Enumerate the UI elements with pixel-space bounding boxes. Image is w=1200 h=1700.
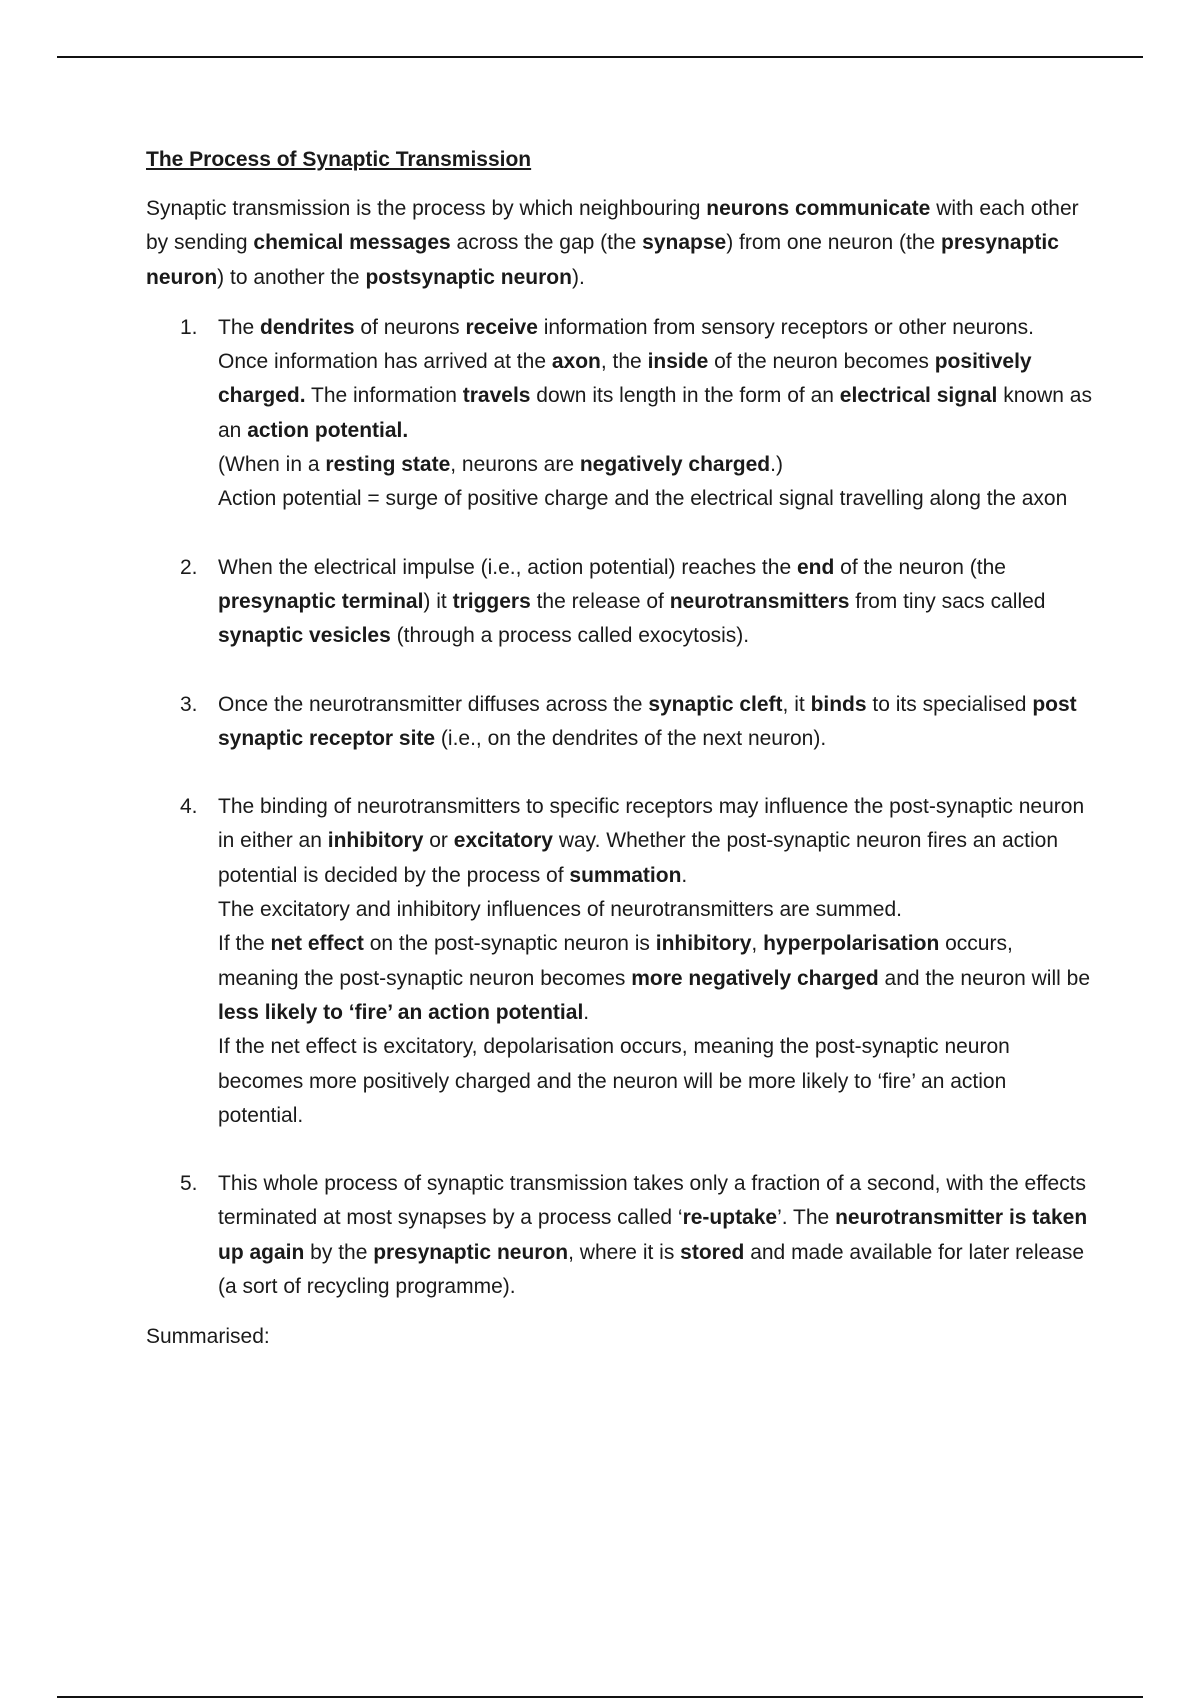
- step-paragraph: [218, 790, 1096, 893]
- body-text: the release of: [530, 589, 670, 613]
- summary-label: Summarised:: [146, 1325, 270, 1349]
- emphasis-text: neurons communicate: [706, 197, 931, 220]
- emphasis-text: dendrites: [260, 315, 355, 339]
- body-text: and made available for later release (a sort of recycling programme).: [218, 1240, 1085, 1299]
- body-text: ) it: [423, 589, 453, 613]
- emphasis-text: more negatively charged: [631, 966, 879, 990]
- step-paragraph: [218, 927, 1096, 1030]
- body-text: Once information has arrived at the: [218, 350, 552, 374]
- step-paragraph: [218, 482, 1096, 516]
- emphasis-text: electrical signal: [839, 384, 998, 408]
- body-text: .: [681, 863, 688, 887]
- body-text: on the post-synaptic neuron is: [363, 932, 656, 956]
- body-text: information from sensory receptors or other neurons.: [537, 315, 1034, 339]
- step-body: [218, 790, 1096, 1133]
- process-step: [146, 1167, 1096, 1304]
- body-text: (through a process called exocytosis).: [390, 624, 750, 648]
- body-text: from tiny sacs called: [849, 589, 1046, 613]
- emphasis-text: inhibitory: [327, 829, 424, 853]
- body-text: occurs, meaning the post-synaptic neuron becomes: [218, 932, 1013, 990]
- body-text: If the net effect is excitatory, depolarisation occurs, meaning the post-synaptic neuron becomes more positively charged and the neuron will be more likely to ‘fire’ an action potential.: [218, 1035, 1010, 1127]
- emphasis-text: synaptic vesicles: [218, 624, 391, 648]
- emphasis-text: inside: [647, 350, 709, 374]
- body-text: When the electrical impulse (i.e., action potential) reaches the: [218, 555, 797, 579]
- body-text: ,: [751, 932, 764, 956]
- emphasis-text: synaptic cleft: [648, 692, 783, 716]
- emphasis-text: stored: [680, 1240, 745, 1264]
- intro-paragraph: [146, 192, 1096, 295]
- step-body: [218, 688, 1096, 757]
- body-text: Once the neurotransmitter diffuses across the: [218, 692, 649, 716]
- body-text: (When in a: [218, 453, 326, 477]
- emphasis-text: receive: [465, 315, 538, 339]
- body-text: of neurons: [354, 315, 466, 339]
- body-text: , neurons are: [450, 453, 580, 477]
- emphasis-text: inhibitory: [655, 932, 752, 956]
- step-body: [218, 1167, 1096, 1304]
- emphasis-text: axon: [551, 350, 601, 374]
- emphasis-text: summation: [569, 863, 682, 887]
- emphasis-text: neurotransmitters: [669, 589, 850, 613]
- emphasis-text: less likely to ‘fire’ an action potential: [218, 1000, 584, 1024]
- body-text: If the: [218, 932, 271, 956]
- step-number: 4.: [180, 795, 198, 819]
- emphasis-text: triggers: [452, 589, 531, 613]
- emphasis-text: binds: [810, 692, 867, 716]
- body-text: The information: [305, 384, 463, 408]
- body-text: by the: [304, 1240, 374, 1264]
- emphasis-text: negatively charged: [579, 453, 771, 477]
- emphasis-text: chemical messages: [253, 231, 451, 255]
- process-steps-list: [146, 311, 1096, 1304]
- emphasis-text: net effect: [270, 932, 364, 956]
- step-paragraph: [218, 448, 1096, 482]
- body-text: known as an: [218, 384, 1092, 442]
- step-number: 2.: [180, 555, 198, 579]
- body-text: to its specialised: [866, 692, 1033, 716]
- body-text: (i.e., on the dendrites of the next neuron).: [435, 726, 827, 750]
- body-text: .: [583, 1000, 590, 1024]
- body-text: , the: [600, 350, 648, 374]
- step-body: [218, 551, 1096, 654]
- emphasis-text: re-uptake: [682, 1206, 778, 1230]
- emphasis-text: presynaptic terminal: [218, 589, 424, 613]
- emphasis-text: resting state: [325, 453, 451, 477]
- body-text: with each other by sending: [146, 197, 1079, 255]
- step-paragraph: [218, 311, 1096, 345]
- step-paragraph: [218, 551, 1096, 654]
- body-text: of the neuron becomes: [708, 350, 935, 374]
- body-text: , it: [782, 692, 811, 716]
- body-text: Synaptic transmission is the process by which neighbouring: [146, 197, 707, 220]
- emphasis-text: excitatory: [453, 829, 553, 853]
- footer-rule: [57, 1696, 1143, 1698]
- process-step: [146, 311, 1096, 517]
- body-text: ) from one neuron (the: [726, 231, 942, 255]
- document-title: The Process of Synaptic Transmission: [146, 148, 532, 171]
- emphasis-text: positively charged.: [218, 350, 1032, 408]
- body-text: ).: [571, 265, 585, 289]
- emphasis-text: action potential.: [247, 418, 409, 442]
- emphasis-text: postsynaptic neuron: [365, 265, 572, 289]
- process-step: [146, 551, 1096, 654]
- body-text: way. Whether the post-synaptic neuron fires an action potential is decided by the process of: [218, 829, 1059, 887]
- body-text: The excitatory and inhibitory influences of neurotransmitters are summed.: [218, 898, 902, 922]
- step-paragraph: [218, 345, 1096, 448]
- body-text: ’. The: [777, 1206, 836, 1230]
- step-number: 1.: [180, 315, 198, 339]
- body-text: or: [423, 829, 454, 853]
- body-text: The binding of neurotransmitters to specific receptors may influence the post-synaptic neuron in either an: [218, 795, 1085, 853]
- emphasis-text: presynaptic neuron: [373, 1240, 569, 1264]
- emphasis-text: travels: [462, 384, 531, 408]
- header-rule: [57, 56, 1143, 58]
- body-text: Action potential = surge of positive charge and the electrical signal travelling along the axon: [218, 487, 1068, 511]
- body-text: This whole process of synaptic transmission takes only a fraction of a second, with the effects terminated at most synapses by a process called ‘: [218, 1172, 1087, 1230]
- step-paragraph: [218, 1167, 1096, 1304]
- emphasis-text: neurotransmitter is taken up again: [218, 1206, 1088, 1264]
- emphasis-text: synapse: [642, 231, 727, 255]
- step-number: 3.: [180, 692, 198, 716]
- emphasis-text: post synaptic receptor site: [218, 692, 1077, 750]
- body-text: and the neuron will be: [878, 966, 1090, 990]
- body-text: of the neuron (the: [834, 555, 1006, 579]
- step-number: 5.: [180, 1172, 198, 1196]
- step-body: [218, 311, 1096, 517]
- body-text: down its length in the form of an: [530, 384, 840, 408]
- step-paragraph: [218, 1030, 1096, 1133]
- emphasis-text: presynaptic neuron: [146, 231, 1059, 289]
- body-text: .): [770, 453, 783, 477]
- body-text: across the gap (the: [450, 231, 643, 255]
- emphasis-text: end: [796, 555, 835, 579]
- document-body: [146, 145, 1096, 1355]
- body-text: ) to another the: [217, 265, 366, 289]
- body-text: , where it is: [568, 1240, 681, 1264]
- step-paragraph: [218, 688, 1096, 757]
- body-text: The: [218, 315, 261, 339]
- process-step: [146, 688, 1096, 757]
- emphasis-text: hyperpolarisation: [763, 932, 940, 956]
- step-paragraph: [218, 893, 1096, 927]
- process-step: [146, 790, 1096, 1133]
